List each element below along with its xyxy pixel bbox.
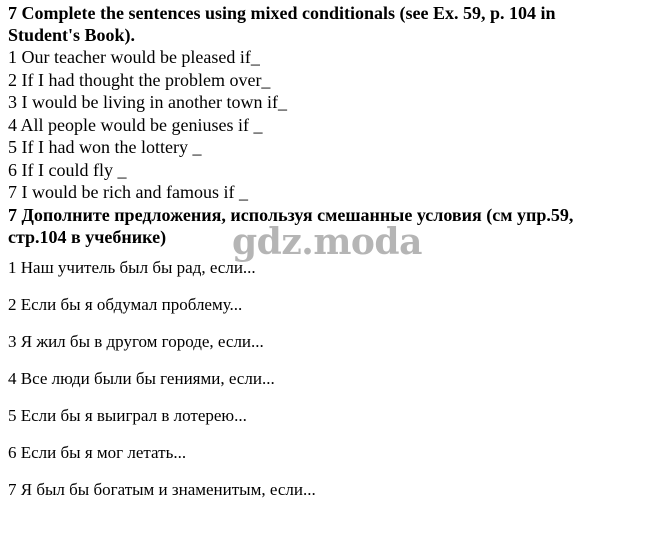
exercise-ru-heading-line2: стр.104 в учебнике) (8, 226, 167, 247)
exercise-en-heading-line1: 7 Complete the sentences using mixed conditionals (see Ex. 59, p. 104 in (8, 3, 556, 23)
exercise-page (8, 2, 660, 499)
exercise-en-heading (8, 2, 660, 46)
exercise-ru-item-1: 1 Наш учитель был бы рад, если... (8, 258, 256, 277)
exercise-ru-heading-line1: 7 Дополните предложения, используя смешанные условия (см упр.59, (8, 204, 574, 225)
exercise-en-item-2: 2 If I had thought the problem over_ (8, 69, 271, 90)
exercise-en-item-5: 5 If I had won the lottery _ (8, 137, 202, 157)
exercise-en-item-7: 7 I would be rich and famous if _ (8, 182, 248, 202)
exercise-ru-item-6: 6 Если бы я мог летать... (8, 443, 187, 462)
exercise-ru-heading (8, 204, 660, 248)
exercise-en-item-3: 3 I would be living in another town if_ (8, 92, 287, 112)
watermark-logo: gdz.moda (232, 221, 422, 263)
exercise-en-item-6: 6 If I could fly _ (8, 159, 127, 180)
exercise-en-heading-line2: Student's Book). (8, 25, 136, 45)
exercise-en-item-1: 1 Our teacher would be pleased if_ (8, 47, 260, 67)
exercise-ru-items (8, 257, 660, 516)
exercise-ru-item-5: 5 Если бы я выиграл в лотерею... (8, 406, 247, 425)
exercise-ru-item-7: 7 Я был бы богатым и знаменитым, если... (8, 480, 316, 499)
exercise-ru-item-4: 4 Все люди были бы гениями, если... (8, 369, 275, 388)
exercise-ru-item-2: 2 Если бы я обдумал проблему... (8, 295, 243, 314)
exercise-en-item-4: 4 All people would be geniuses if _ (8, 114, 263, 135)
exercise-ru-item-3: 3 Я жил бы в другом городе, если... (8, 332, 264, 351)
